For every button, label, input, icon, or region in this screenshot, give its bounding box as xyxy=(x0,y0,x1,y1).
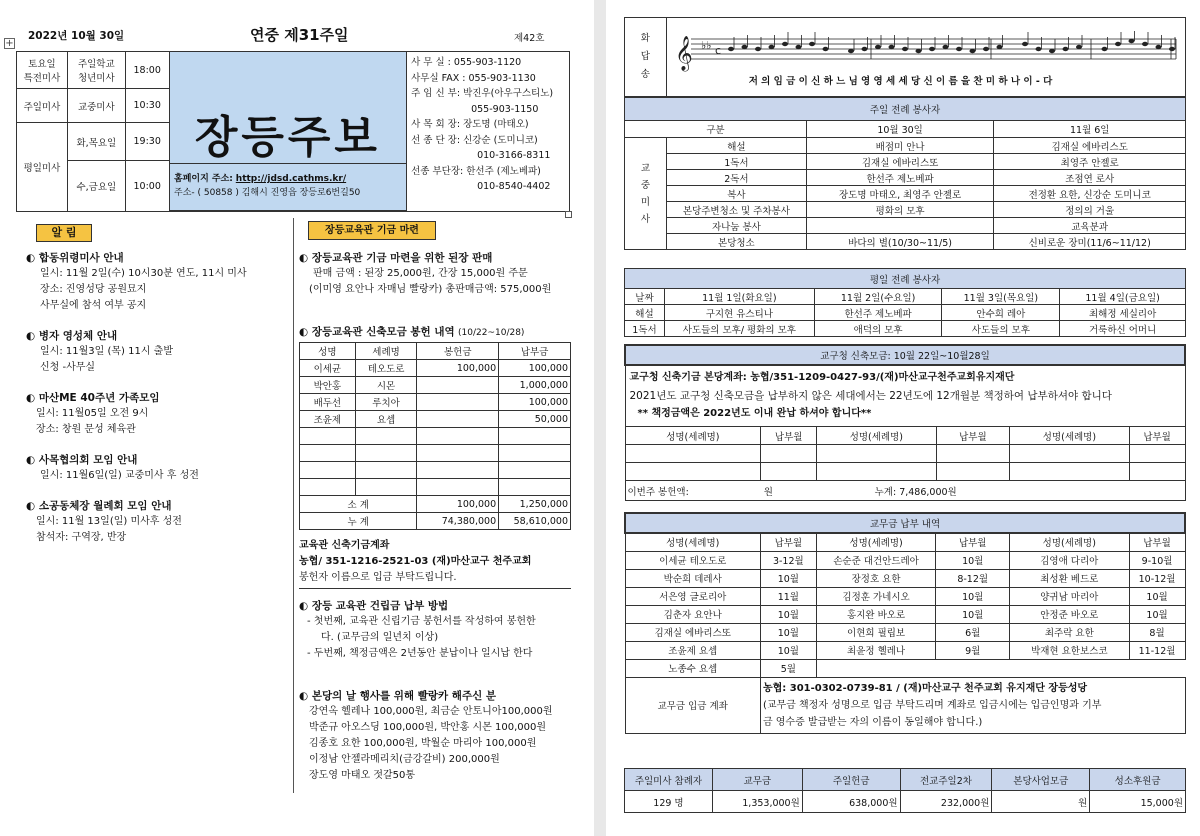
table-header: 구분 10월 30일 11월 6일 xyxy=(625,121,1186,138)
mass-time: 19:30 xyxy=(125,123,169,161)
issue-number: 제42호 xyxy=(514,33,545,44)
svg-text:𝄞: 𝄞 xyxy=(674,36,693,71)
hymn-lyrics: 저 의 임 금 이 신 하 느 님 영 영 세 세 당 신 이 름 을 찬 미 하 나 이 - 다 xyxy=(748,76,1053,87)
homepage-box: 홈페이지 주소: http://jdsd.cathms.kr/ 주소- ( 50858 ) 김해시 진영읍 장등로6번길50 xyxy=(169,163,407,211)
music-note xyxy=(915,49,921,53)
donation-table xyxy=(299,342,571,530)
total-row: 누 계 74,380,000 58,610,000 xyxy=(300,513,571,530)
music-note xyxy=(942,45,948,49)
mass-label: 토요일 특전미사 xyxy=(17,52,68,89)
music-note xyxy=(983,47,989,51)
music-note xyxy=(1062,47,1068,51)
building-account: 교육관 신축기금계좌 농협/ 351-1216-2521-03 (재)마산교구 천주교회 봉헌자 이름으로 입금 부탁드립니다. xyxy=(299,538,571,589)
bulletin-title: 장등주보 xyxy=(194,111,381,163)
table-row: 본당청소 바다의 별(10/30~11/5) 신비로운 장미(11/6~11/12) xyxy=(625,234,1186,250)
table-row: 1독서 김재실 에바리스또 최영주 안젤로 xyxy=(625,154,1186,170)
mass-label: 주일미사 xyxy=(17,89,68,123)
music-note xyxy=(755,47,761,51)
diocese-notes: 교구청 신축기금 본당계좌: 농협/351-1209-0427-93/(재)마산교구천주교회유지재단 2021년도 교구청 신축모금을 납부하지 않은 세대에서는 22년도에 12개월분 책정하여 납부하셔야 합니다 ** 책정금액은 2022년도 이내 완납 하셔야 합니다** xyxy=(625,365,1185,427)
notice-item: ◐ 병자 영성체 안내 일시: 11월3일 (목) 11시 출발 신청 -사무실 xyxy=(26,330,173,373)
notice-list xyxy=(26,250,288,546)
music-note xyxy=(861,47,867,51)
table-resize-handle[interactable] xyxy=(565,211,572,218)
subtotal-row: 소 계 100,000 1,250,000 xyxy=(300,496,571,513)
payment-method: ◐ 장등 교육관 건립금 납부 방법 - 첫번째, 교육관 신립기금 봉헌서를 작성하여 봉헌한 다. (교무금의 일년치 이상) - 두번째, 책정금액은 2년동안 분납이나 일시납 한다 xyxy=(299,600,536,659)
mass-type: 화,목요일 xyxy=(67,123,125,161)
table-row xyxy=(625,445,1185,463)
music-note xyxy=(1049,49,1055,53)
side-label: 교중미사 xyxy=(625,138,667,250)
table-row: 박순희 데레사 10월 장정호 요한 8-12월 최성환 베드로 10-12월 xyxy=(625,569,1185,587)
table-row xyxy=(625,463,1185,481)
music-note xyxy=(728,47,734,51)
homepage-link[interactable]: http://jdsd.cathms.kr/ xyxy=(235,174,347,184)
music-note xyxy=(929,47,935,51)
table-row: 박안홍 시몬 1,000,000 xyxy=(300,377,571,394)
mass-type: 수,금요일 xyxy=(67,161,125,212)
music-note xyxy=(768,45,774,49)
table-row xyxy=(300,445,571,462)
donation-title: ◐ 장등교육관 신축모금 봉헌 내역 (10/22~10/28) xyxy=(299,326,525,338)
music-note xyxy=(782,42,788,46)
table-row: 1독서 사도들의 모후/ 평화의 모후 애덕의 모후 사도들의 모후 거룩하신 어머니 xyxy=(625,321,1186,337)
table-row: 이세균 테오도로 3-12월 손순준 대건안드레아 10월 김영애 다리아 9-10월 xyxy=(625,551,1185,569)
diocese-heading: 교구청 신축모금: 10월 22일~10월28일 xyxy=(625,345,1185,365)
mass-label: 평일미사 xyxy=(17,123,68,212)
dues-heading: 교무금 납부 내역 xyxy=(625,513,1185,533)
address: 주소- ( 50858 ) 김해시 진영읍 장등로6번길50 xyxy=(174,188,361,198)
hymn-score xyxy=(666,18,1185,97)
table-row: 129 명 1,353,000원 638,000원 232,000원 원 15,000원 xyxy=(625,791,1186,813)
notice-item: ◐ 합동위령미사 안내 일시: 11월 2일(수) 10시30분 연도, 11시 미사 장소: 진영성당 공원묘지 사무실에 참석 여부 공지 xyxy=(26,252,247,311)
music-note xyxy=(875,45,881,49)
music-note xyxy=(795,45,801,49)
music-note xyxy=(809,42,815,46)
table-row: 교중미사 해설 배점미 안나 김재실 에바리스도 xyxy=(625,138,1186,154)
table-row: 김재실 에바리스또 10월 이현희 필립보 6월 최주락 요한 8월 xyxy=(625,623,1185,641)
notice-item: ◐ 소공동체장 월례회 모임 안내 일시: 11월 13일(일) 미사후 성전 참석자: 구역장, 반장 xyxy=(26,500,182,543)
table-row: 조윤제 요셉 50,000 xyxy=(300,411,571,428)
table-row xyxy=(300,479,571,496)
music-note xyxy=(902,47,908,51)
music-note xyxy=(888,45,894,49)
music-note xyxy=(1115,42,1121,46)
notice-heading: 알 림 xyxy=(36,224,92,242)
music-note xyxy=(969,49,975,53)
hymn-table xyxy=(624,17,1186,97)
table-row: 김춘자 요안나 10월 홍지완 바오로 10월 안정준 바오로 10월 xyxy=(625,605,1185,623)
table-row: 본당주변청소 및 주차봉사 평화의 모후 정의의 거울 xyxy=(625,202,1186,218)
table-header: 성명 세례명 봉헌금 납부금 xyxy=(300,343,571,360)
diocese-table xyxy=(624,344,1186,501)
pallanca-list: ◐ 본당의 날 행사를 위해 빨랑카 해주신 분 강연옥 헬레나 100,000원, 최금순 안토니아100,000원 박준규 아오스딩 100,000원, 박안홍 시몬 100,000원 김종호 요한 100,000원, 박월순 마리아 100,000원 이정남 안젤라메리치(금강갈비) 200,000원 장도영 마태오 젓갈50통 xyxy=(299,690,553,781)
music-note xyxy=(822,47,828,51)
column-divider xyxy=(293,218,294,793)
table-header: 주일미사 참례자 교무금 주일헌금 전교주일2차 본당사업모금 성소후원금 xyxy=(625,769,1186,791)
table-row: 자나눔 봉사 교육분과 xyxy=(625,218,1186,234)
music-note xyxy=(1101,47,1107,51)
notice-item: ◐ 마산ME 40주년 가족모임 일시: 11월05일 오전 9시 장소: 창원 문성 체육관 xyxy=(26,392,160,435)
table-row xyxy=(300,428,571,445)
fund-heading: 장등교육관 기금 마련 xyxy=(308,221,436,240)
left-page xyxy=(0,0,594,836)
dues-table xyxy=(624,512,1186,734)
table-header: 성명(세례명) 납부월 성명(세례명) 납부월 성명(세례명) 납부월 xyxy=(625,427,1185,445)
music-staff xyxy=(671,31,1181,75)
contact-box: 사 무 실 : 055-903-1120 사무실 FAX : 055-903-1130 주 임 신 부: 박진우(아우구스티노) 055-903-1150 사 목 회 장: 장도명 (마태오) 선 종 단 장: 신강순 (도미니코) 010-3166-8311 선종 부단장: 한선주 (제노베파) 010-8540-4402 xyxy=(407,52,570,212)
music-note xyxy=(956,47,962,51)
table-row: 이세균 테오도로 100,000 100,000 xyxy=(300,360,571,377)
weekly-total-row: 이번주 봉헌액: 원 누계: 7,486,000원 xyxy=(625,481,1185,501)
issue-date: 2022년 10월 30일 xyxy=(28,30,125,42)
music-note xyxy=(1169,47,1175,51)
table-header: 성명(세례명) 납부월 성명(세례명) 납부월 성명(세례명) 납부월 xyxy=(625,533,1185,551)
mass-time: 18:00 xyxy=(125,52,169,89)
music-note xyxy=(1035,47,1041,51)
music-note xyxy=(1142,42,1148,46)
music-note xyxy=(1022,42,1028,46)
table-row: 노종수 요셉 5월 xyxy=(625,659,1185,677)
mass-type: 주일학교 청년미사 xyxy=(67,52,125,89)
fund-sale: ◐ 장등교육관 기금 마련을 위한 된장 판매 판매 금액 : 된장 25,000원, 간장 15,000원 주문 (이미영 요안나 자매님 빨랑카) 총판매금액: 575,000원 xyxy=(299,252,552,295)
music-note xyxy=(741,45,747,49)
right-page xyxy=(606,0,1200,836)
dues-account-info: 농협: 301-0302-0739-81 / (재)마산교구 천주교회 유지재단 장등성당 (교무금 책정자 성명으로 입금 부탁드리며 계좌로 입금시에는 입금인명과 기부 금 영수증 발급받는 자의 이름이 동일해야 합니다.) xyxy=(760,677,1185,733)
summary-table xyxy=(624,768,1186,813)
dues-account-label: 교무금 입금 계좌 xyxy=(625,677,760,733)
sunday-servers-table xyxy=(624,97,1186,250)
weekday-servers-table xyxy=(624,268,1186,337)
table-row: 해설 구지현 유스티나 한선주 제노베파 안수희 레아 최해정 세실리아 xyxy=(625,305,1186,321)
mass-type: 교중미사 xyxy=(67,89,125,123)
music-note xyxy=(1076,45,1082,49)
svg-text:♭♭: ♭♭ xyxy=(700,39,712,52)
music-note xyxy=(996,45,1002,49)
table-row: 배두선 루치아 100,000 xyxy=(300,394,571,411)
weekday-servers-heading: 평일 전례 봉사자 xyxy=(625,269,1186,289)
table-row: 2독서 한선주 제노베파 조점연 로사 xyxy=(625,170,1186,186)
mass-time: 10:00 xyxy=(125,161,169,212)
music-note xyxy=(848,49,854,53)
svg-text:c: c xyxy=(714,44,721,57)
mass-time: 10:30 xyxy=(125,89,169,123)
sunday-title: 연중 제31주일 xyxy=(250,26,349,44)
hymn-label: 화답송 xyxy=(625,18,667,97)
table-row: 복사 장도명 마태오, 최영주 안젤로 전정환 요한, 신강순 도미니코 xyxy=(625,186,1186,202)
music-note xyxy=(1128,39,1134,43)
table-row: 조윤제 요셉 10월 최윤정 헬레나 9월 박재현 요한보스코 11-12월 xyxy=(625,641,1185,659)
table-move-handle[interactable]: + xyxy=(5,38,14,49)
notice-item: ◐ 사목협의회 모임 안내 일시: 11월6일(일) 교중미사 후 성전 xyxy=(26,454,199,481)
table-row xyxy=(300,462,571,479)
sunday-servers-heading: 주일 전례 봉사자 xyxy=(625,98,1186,121)
table-row: 서은영 글로리아 11월 김정훈 가네시오 10월 양귀남 마리아 10월 xyxy=(625,587,1185,605)
table-row: 날짜 11월 1일(화요일) 11월 2일(수요일) 11월 3일(목요일) 11월 4일(금요일) xyxy=(625,289,1186,305)
music-note xyxy=(1155,45,1161,49)
